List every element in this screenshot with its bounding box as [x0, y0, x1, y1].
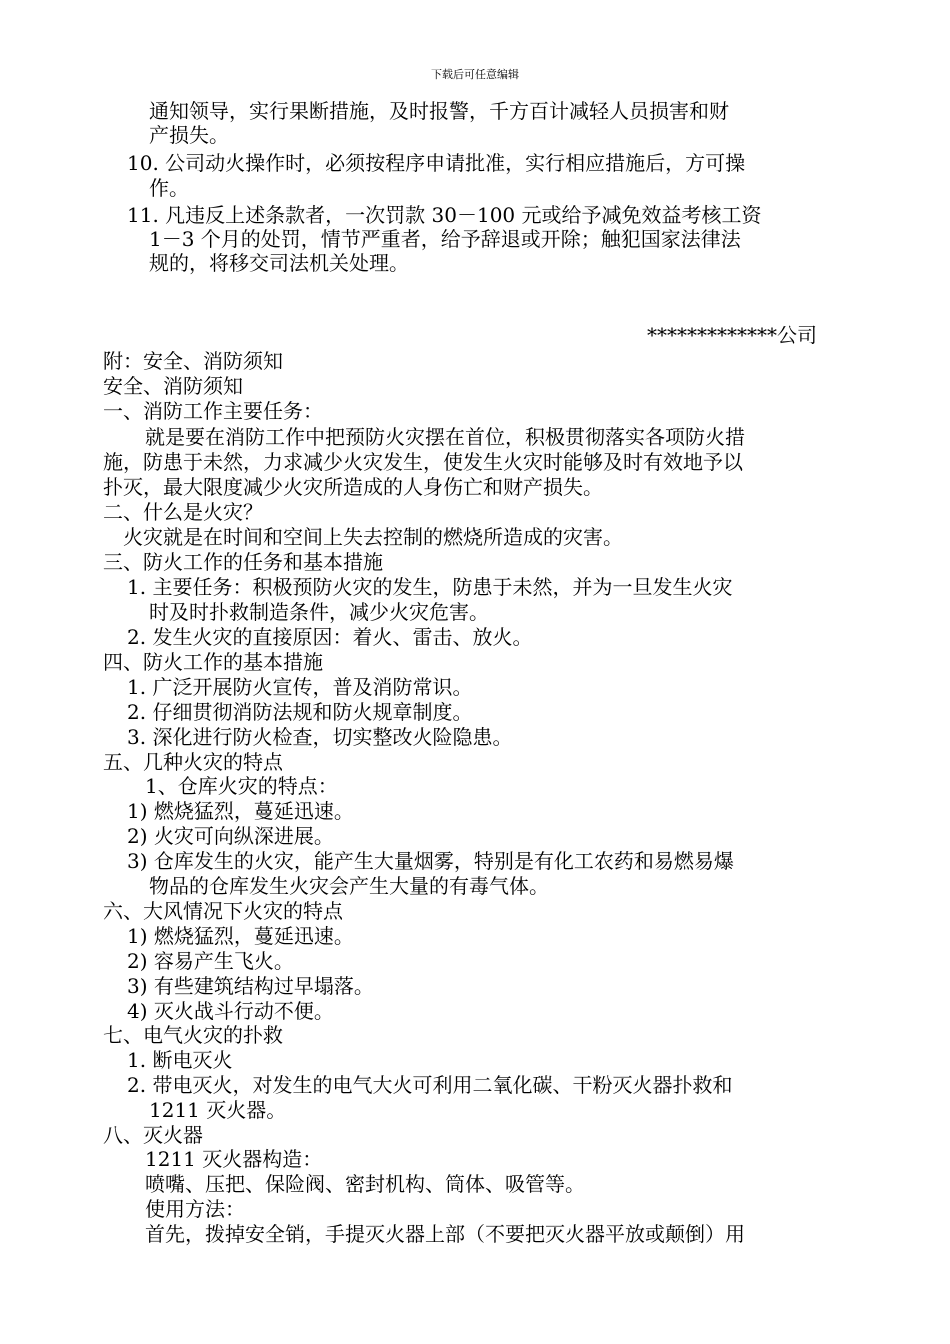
- section-heading: 四、防火工作的基本措施: [103, 650, 323, 674]
- section-heading: 六、大风情况下火灾的特点: [103, 899, 343, 923]
- text-line: 1－3 个月的处罚，情节严重者，给予辞退或开除；触犯国家法律法: [149, 227, 741, 251]
- section-heading: 五、几种火灾的特点: [103, 750, 283, 774]
- section-heading: 七、电气火灾的扑救: [103, 1023, 283, 1047]
- text-line: 就是要在消防工作中把预防火灾摆在首位，积极贯彻落实各项防火措: [145, 425, 745, 449]
- text-line: 作。: [149, 176, 189, 200]
- list-item: 4) 灭火战斗行动不便。: [127, 999, 334, 1023]
- list-item: 1) 燃烧猛烈，蔓延迅速。: [127, 799, 354, 823]
- text-line: 1211 灭火器。: [149, 1098, 287, 1122]
- text-line: 附：安全、消防须知: [103, 349, 283, 373]
- list-item: 1. 广泛开展防火宣传，普及消防常识。: [127, 675, 473, 699]
- text-line: 时及时扑救制造条件，减少火灾危害。: [149, 600, 489, 624]
- text-line: 1211 灭火器构造：: [145, 1147, 323, 1171]
- list-item: 3) 仓库发生的火灾，能产生大量烟雾，特别是有化工农药和易燃易爆: [127, 849, 734, 873]
- list-item: 2. 带电灭火，对发生的电气大火可利用二氧化碳、干粉灭火器扑救和: [127, 1073, 733, 1097]
- list-item: 2) 火灾可向纵深进展。: [127, 824, 334, 848]
- section-heading: 二、什么是火灾？: [103, 500, 263, 524]
- text-line: 扑灭，最大限度减少火灾所造成的人身伤亡和财产损失。: [103, 475, 603, 499]
- page-header: 下载后可任意编辑: [431, 68, 519, 81]
- section-heading: 一、消防工作主要任务：: [103, 399, 323, 423]
- text-line: 11. 凡违反上述条款者，一次罚款 30－100 元或给予减免效益考核工资: [127, 203, 762, 227]
- list-item: 2. 发生火灾的直接原因：着火、雷击、放火。: [127, 625, 533, 649]
- section-heading: 八、灭火器: [103, 1123, 203, 1147]
- text-line: 使用方法：: [145, 1197, 245, 1221]
- list-item: 1. 断电灭火: [127, 1048, 233, 1072]
- text-line: 首先，拨掉安全销，手提灭火器上部（不要把灭火器平放或颠倒）用: [145, 1222, 745, 1246]
- text-line: 安全、消防须知: [103, 374, 243, 398]
- text-line: 规的，将移交司法机关处理。: [149, 251, 409, 275]
- text-line: 通知领导，实行果断措施，及时报警，千方百计减轻人员损害和财: [149, 99, 729, 123]
- list-item: 1) 燃烧猛烈，蔓延迅速。: [127, 924, 354, 948]
- text-line: 10. 公司动火操作时，必须按程序申请批准，实行相应措施后，方可操: [127, 151, 746, 175]
- text-line: 喷嘴、压把、保险阀、密封机构、筒体、吸管等。: [145, 1172, 585, 1196]
- list-item: 1. 主要任务：积极预防火灾的发生，防患于未然，并为一旦发生火灾: [127, 575, 733, 599]
- list-item: 3. 深化进行防火检查，切实整改火险隐患。: [127, 725, 513, 749]
- list-item: 2. 仔细贯彻消防法规和防火规章制度。: [127, 700, 473, 724]
- text-line: 产损失。: [149, 123, 229, 147]
- list-item: 3) 有些建筑结构过早塌落。: [127, 974, 374, 998]
- text-line: 施，防患于未然，力求减少火灾发生，使发生火灾时能够及时有效地予以: [103, 450, 743, 474]
- text-line: 火灾就是在时间和空间上失去控制的燃烧所造成的灾害。: [123, 525, 623, 549]
- text-line: 物品的仓库发生火灾会产生大量的有毒气体。: [149, 874, 549, 898]
- subsection-heading: 1、仓库火灾的特点：: [145, 774, 338, 798]
- company-signature: *************公司: [647, 323, 817, 347]
- section-heading: 三、防火工作的任务和基本措施: [103, 550, 383, 574]
- list-item: 2) 容易产生飞火。: [127, 949, 294, 973]
